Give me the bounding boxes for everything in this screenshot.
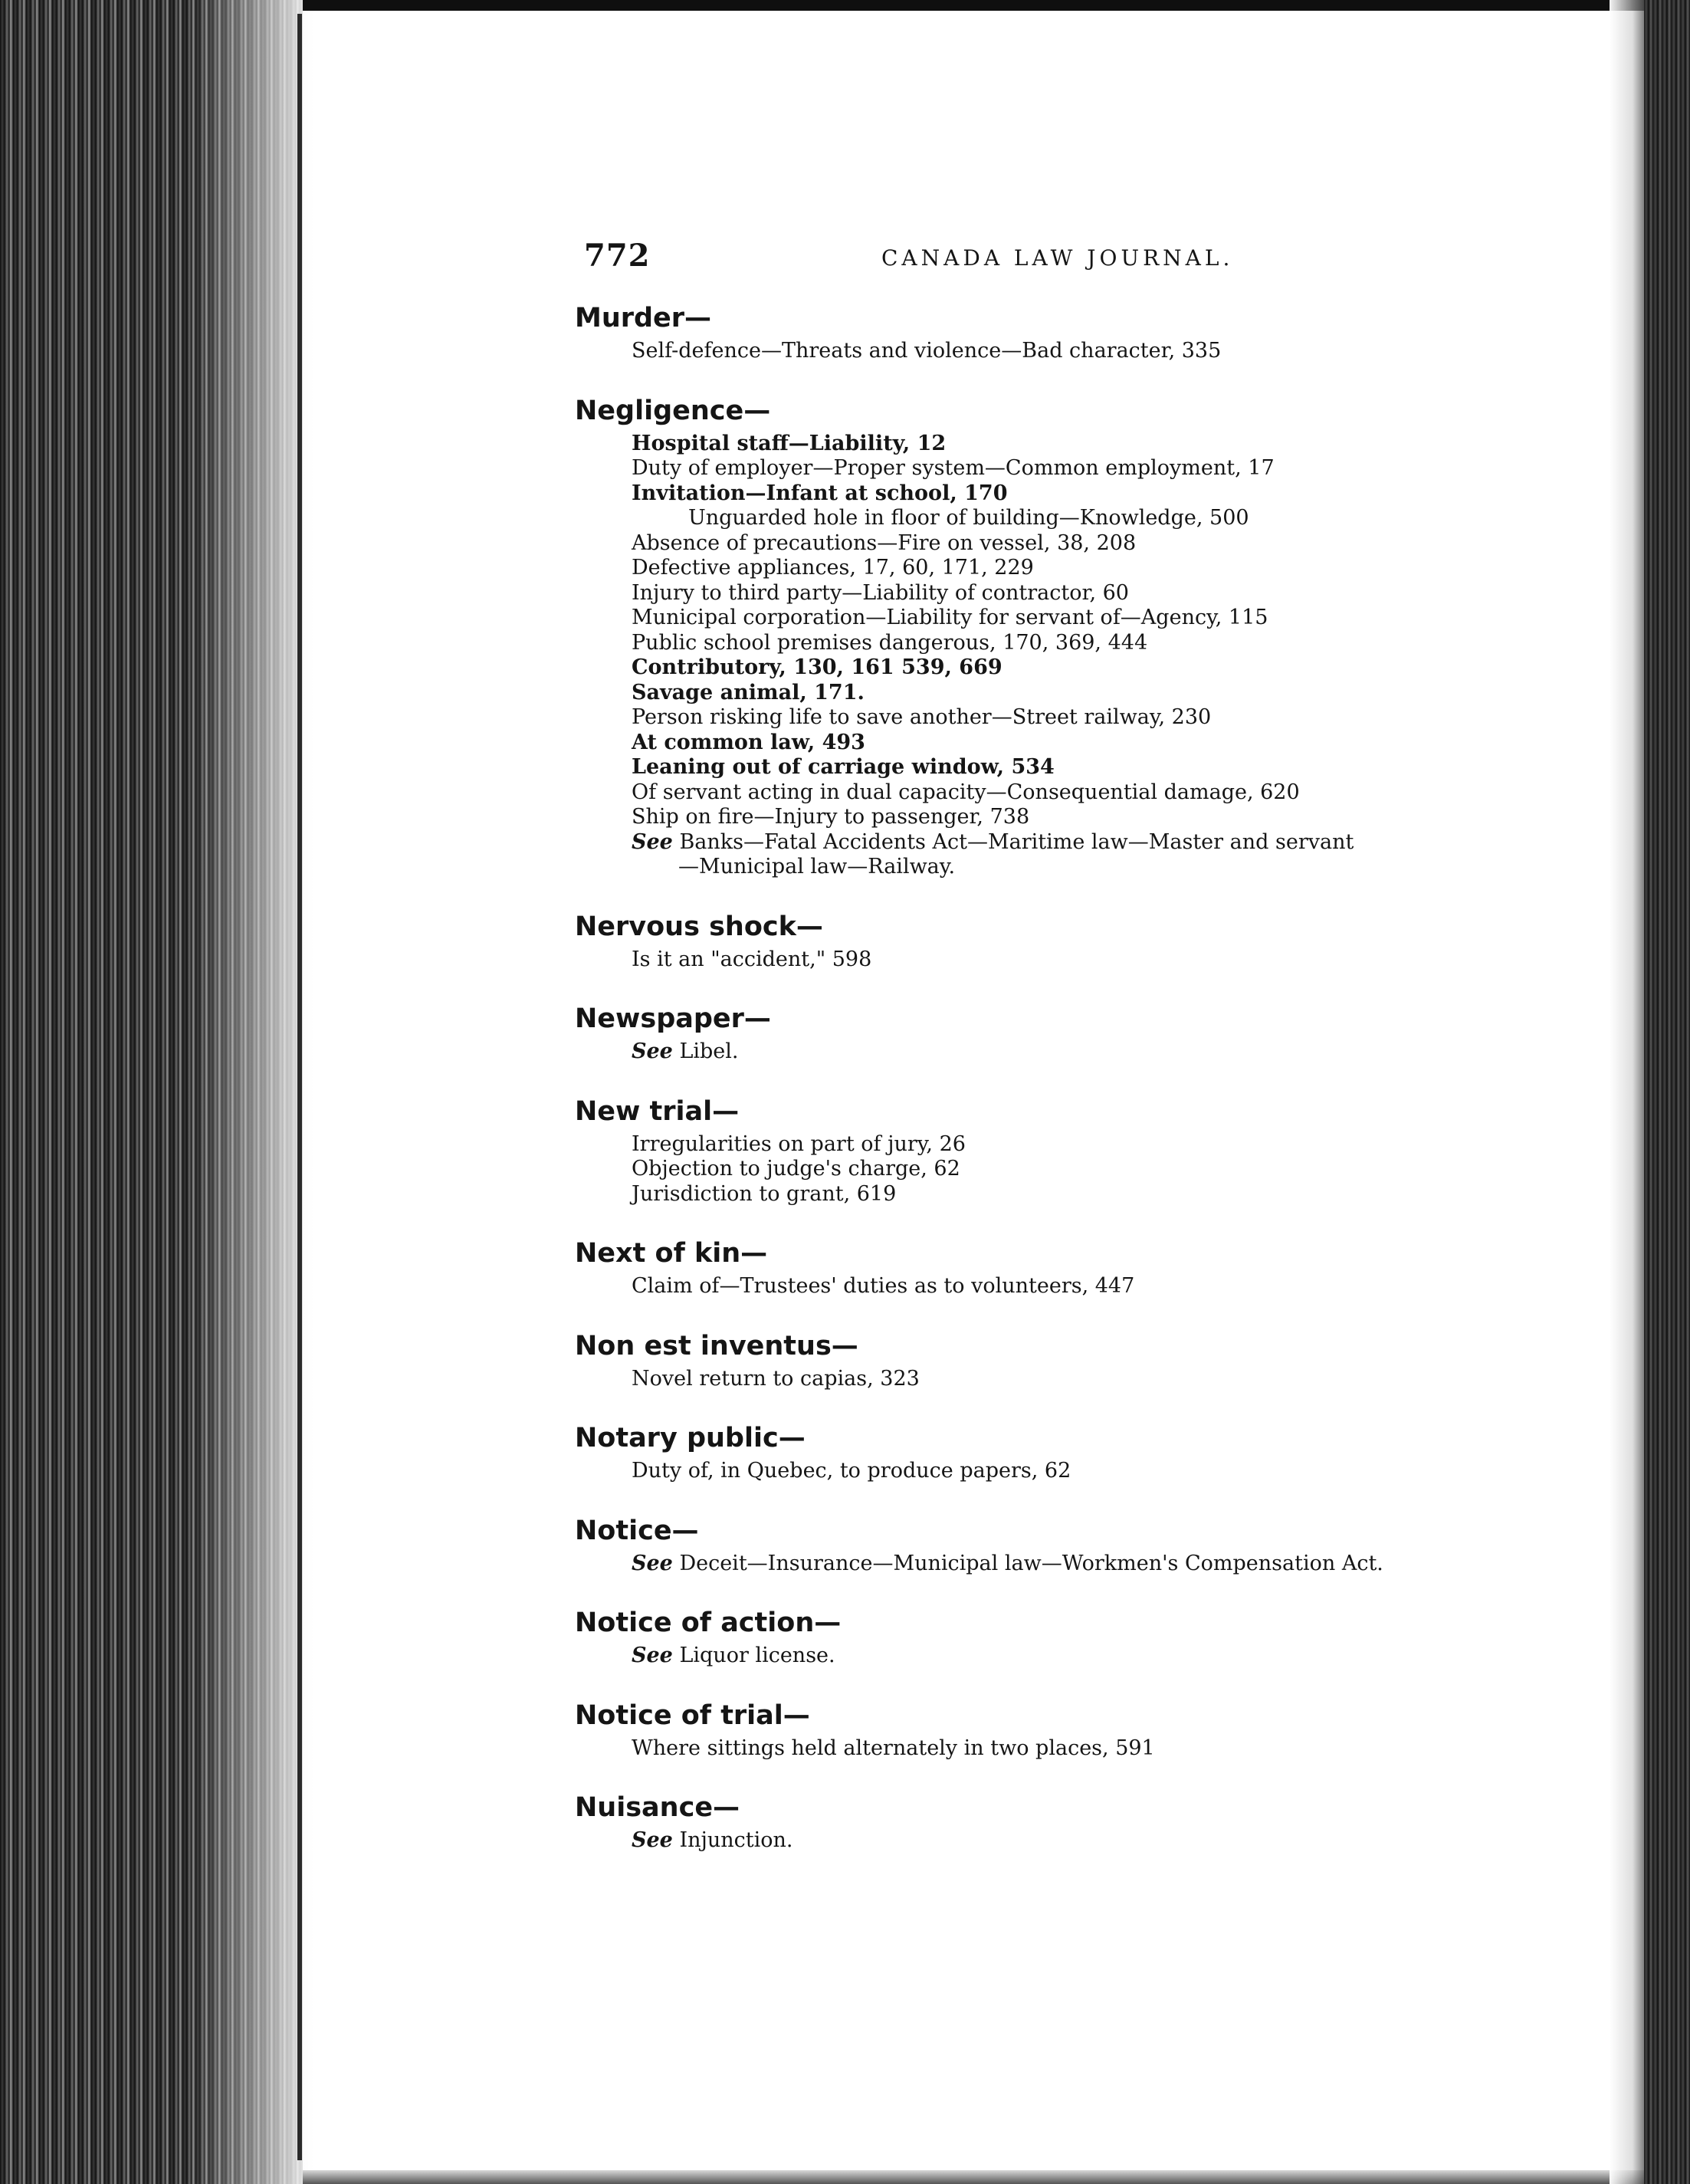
entry-line [575,1644,1541,1669]
page-header [575,238,1541,276]
entry-line: Leaning out of carriage window, 534 [632,755,1055,779]
entry-heading: Non est inventus— [575,1330,858,1361]
entry-line: At common law, 493 [632,730,865,754]
entry-heading: Notice— [575,1515,699,1546]
entry-line [575,1552,1541,1577]
paper-edge [297,14,302,2160]
entry-line: Invitation—Infant at school, 170 [632,481,1008,505]
see-reference-text: Deceit—Insurance—Municipal law—Workmen's Compensation Act. [679,1551,1383,1575]
index-entry [575,1003,1541,1065]
index-entry [575,1422,1541,1484]
index-entries [575,302,1541,1854]
index-entry [575,1237,1541,1299]
entry-line: Savage animal, 171. [632,680,865,704]
entry-line [575,1828,1541,1854]
see-reference-text: Injunction. [679,1828,793,1852]
entry-line: Contributory, 130, 161 539, 669 [632,655,1003,679]
index-entry [575,1095,1541,1207]
entry-line: Of servant acting in dual capacity—Consequential damage, 620 [632,780,1300,804]
entry-heading: Nuisance— [575,1792,740,1823]
see-reference-label: See [632,1039,673,1063]
index-entry [575,1330,1541,1392]
see-reference-text: Libel. [679,1039,739,1063]
see-reference-text: Liquor license. [679,1644,835,1667]
entry-line: Irregularities on part of jury, 26 [632,1131,966,1156]
index-entry [575,395,1541,880]
entry-line: Jurisdiction to grant, 619 [632,1181,897,1206]
see-reference-label: See [632,1644,673,1667]
entry-line: Defective appliances, 17, 60, 171, 229 [632,556,1034,580]
binding-fade [192,0,314,2184]
entry-line: Injury to third party—Liability of contractor, 60 [632,580,1129,605]
entry-heading: Nervous shock— [575,911,823,942]
entry-line: Unguarded hole in floor of building—Knowledge, 500 [688,506,1249,530]
index-page [575,238,1541,1884]
entry-line [575,1039,1541,1065]
entry-line: Novel return to capias, 323 [632,1366,920,1391]
entry-line: Absence of precautions—Fire on vessel, 38, 208 [632,530,1137,555]
entry-heading: New trial— [575,1095,740,1127]
see-reference-label: See [632,1828,673,1852]
entry-line: Public school premises dangerous, 170, 369, 444 [632,630,1148,655]
page-number: 772 [584,238,651,274]
index-entry [575,302,1541,364]
right-scan-edge [1644,0,1690,2184]
entry-line: Self-defence—Threats and violence—Bad character, 335 [632,339,1222,363]
entry-line: Duty of employer—Proper system—Common employment, 17 [632,456,1275,480]
entry-line: Person risking life to save another—Street railway, 230 [632,705,1212,729]
entry-heading: Notary public— [575,1423,806,1453]
see-reference-label: See [632,1551,673,1575]
index-entry [575,1700,1541,1762]
index-entry [575,1515,1541,1577]
entry-line [575,830,1541,856]
entry-heading: Next of kin— [575,1238,768,1269]
entry-line: Duty of, in Quebec, to produce papers, 62 [632,1459,1071,1483]
entry-heading: Newspaper— [575,1003,771,1034]
entry-heading: Negligence— [575,395,771,426]
entry-heading: Notice of trial— [575,1700,810,1731]
index-entry [575,911,1541,973]
index-entry [575,1607,1541,1669]
bottom-scan-edge [303,2170,1644,2184]
entry-line: —Municipal law—Railway. [678,855,956,879]
right-edge-fade [1610,0,1648,2184]
entry-line: Hospital staff—Liability, 12 [632,431,947,455]
entry-line: Claim of—Trustees' duties as to volunteers, 447 [632,1274,1135,1298]
running-title: CANADA LAW JOURNAL. [881,245,1234,271]
entry-line: Where sittings held alternately in two places, 591 [632,1736,1155,1760]
entry-line: Objection to judge's charge, 62 [632,1157,960,1181]
entry-line: Is it an "accident," 598 [632,947,872,971]
entry-line: Ship on fire—Injury to passenger, 738 [632,805,1030,829]
top-scan-edge [303,0,1644,11]
entry-heading: Murder— [575,303,712,333]
see-reference-text: Banks—Fatal Accidents Act—Maritime law—Master and servant [679,829,1354,854]
see-reference-label: See [632,829,673,854]
entry-line: Municipal corporation—Liability for servant of—Agency, 115 [632,606,1268,629]
index-entry [575,1792,1541,1854]
entry-heading: Notice of action— [575,1608,842,1638]
